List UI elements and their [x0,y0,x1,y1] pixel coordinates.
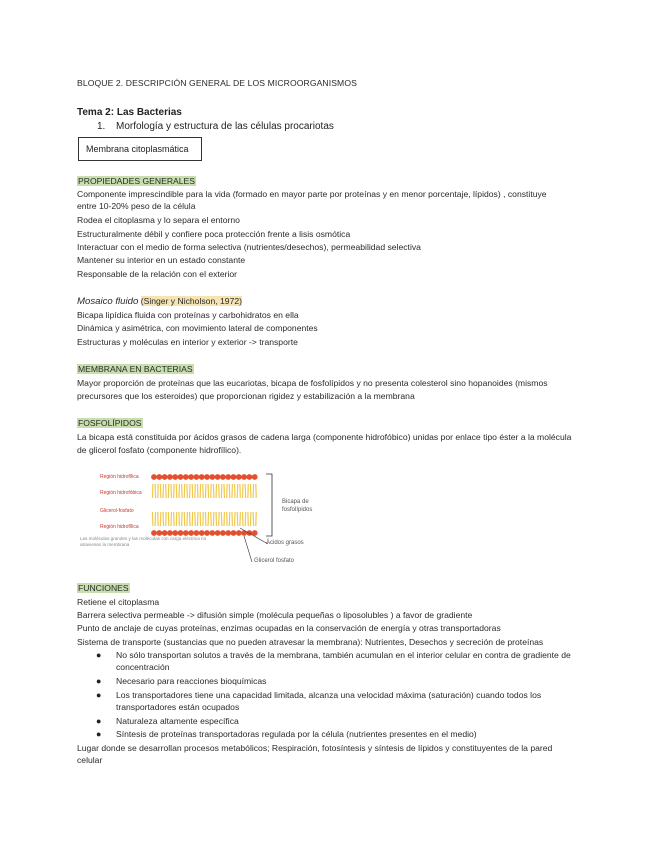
funciones-heading: FUNCIONES [78,583,129,593]
label-glycerol: Glicerol fosfato [254,558,295,564]
phospholipid-head [199,474,205,480]
mosaico-citation: (Singer y Nicholson, 1972) [140,296,242,306]
phospholipid-head [252,474,258,480]
propiedades-line: Componente imprescindible para la vida (formado en mayor parte por proteínas y en menor porcentaje, lípidos) , constituye entre 10-20% peso de la célula [77,189,547,211]
phospholipid-head [247,474,253,480]
phospholipid-head [225,474,231,480]
mosaico-title-line [77,295,242,308]
phospholipid-head [156,530,162,536]
funciones-line: Sistema de transporte (sustancias que no pueden atravesar la membrana): Nutrientes, Desechos y secreción de proteínas [77,637,544,647]
phospholipid-head [204,474,210,480]
label-hydrophilic-top: Región hidrofílica [100,474,139,480]
subsection-title: Morfología y estructura de las células procariotas [116,121,334,132]
phospholipid-head [209,530,215,536]
propiedades-line: Mantener su interior en un estado constante [77,255,246,265]
phospholipid-head [172,474,178,480]
bullet-dot: ● [96,716,102,726]
label-fatty-acids: Ácidos grasos [266,540,304,546]
phospholipid-head [231,474,237,480]
label-hydrophobic: Región hidrofóbica [100,490,142,496]
funciones-final: Lugar donde se desarrollan procesos metabólicos; Respiración, fotosíntesis y síntesis de lípidos y constituyentes de la pared celular [77,743,553,765]
propiedades-line: Responsable de la relación con el exterior [77,269,238,279]
tema-title: Tema 2: Las Bacterias [77,107,182,118]
phospholipid-head [162,474,168,480]
funciones-bullet: No sólo transportan solutos a través de la membrana, también acumulan en el interior celular en contra de gradiente de concentración [116,650,571,672]
phospholipid-head [231,530,237,536]
phospholipid-head [220,530,226,536]
bullet-dot: ● [96,650,102,660]
phospholipid-head [151,530,157,536]
propiedades-line: Rodea el citoplasma y lo separa el entorno [77,215,240,225]
mosaico-line: Dinámica y asimétrica, con movimiento lateral de componentes [77,323,318,333]
phospholipid-head [162,530,168,536]
fosfolipidos-heading: FOSFOLÍPIDOS [78,418,142,428]
label-bilayer: Bicapa de fosfolípidos [282,499,313,513]
funciones-line: Punto de anclaje de cuyas proteínas, enzimas ocupadas en la conservación de energía y otras transportadoras [77,623,501,633]
boxed-title: Membrana citoplasmática [78,137,202,161]
label-glycerol-phosphate: Glicerol-fosfato [100,508,134,514]
phospholipid-head [215,530,221,536]
phospholipid-head [151,474,157,480]
bullet-dot: ● [96,676,102,686]
membrana-text: Mayor proporción de proteínas que las eucariotas, bicapa de fosfolípidos y no presenta colesterol sino hopanoides (mismos precursores que los esteroides) que proporcionan rigidez y estabilización a la membrana [77,378,548,401]
bullet-dot: ● [96,690,102,700]
propiedades-heading: PROPIEDADES GENERALES [78,176,196,186]
bullet-dot: ● [96,729,102,739]
phospholipid-head [156,474,162,480]
phospholipid-head [236,474,242,480]
phospholipid-head [220,474,226,480]
phospholipid-head [183,474,189,480]
phospholipid-head [178,530,184,536]
funciones-bullet: Naturaleza altamente específica [116,716,239,726]
document-header: BLOQUE 2. DESCRIPCIÓN GENERAL DE LOS MICROORGANISMOS [77,78,357,88]
phospholipid-head [225,530,231,536]
mosaico-line: Bicapa lipídica fluida con proteínas y carbohidratos en ella [77,310,299,320]
phospholipid-head [199,530,205,536]
funciones-line: Retiene el citoplasma [77,597,160,607]
phospholipid-head [183,530,189,536]
phospholipid-head [167,474,173,480]
phospholipid-tails [152,484,256,526]
phospholipid-head [209,474,215,480]
phospholipid-head [178,474,184,480]
membrana-heading: MEMBRANA EN BACTERIAS [78,364,193,374]
subsection-number: 1. [97,121,106,132]
label-hydrophilic-bottom: Región hidrofílica [100,524,139,530]
phospholipid-head [188,474,194,480]
phospholipid-head [241,474,247,480]
figure-caption: Las moléculas grandes y las moléculas con carga eléctrica no atraviesan la membrana [80,536,207,547]
phospholipid-head [194,530,200,536]
propiedades-line: Estructuralmente débil y confiere poca protección frente a lisis osmótica [77,229,351,239]
phospholipid-head [204,530,210,536]
phospholipid-bilayer-figure [78,466,338,570]
funciones-line: Barrera selectiva permeable -> difusión simple (molécula pequeñas o liposolubles ) a favor de gradiente [77,610,473,620]
fosfolipidos-text: La bicapa está constituida por ácidos grasos de cadena larga (componente hidrofóbico) unidas por enlace tipo éster a la molécula de glicerol fosfato (componente hidrofílico). [77,432,572,455]
funciones-bullet: Los transportadores tiene una capacidad limitada, alcanza una velocidad máxima (saturación) cuando todos los transportadores están ocupados [116,690,542,712]
phospholipid-head [215,474,221,480]
propiedades-line: Interactuar con el medio de forma selectiva (nutrientes/desechos), permeabilidad selectiva [77,242,421,252]
phospholipid-head [167,530,173,536]
phospholipid-head [188,530,194,536]
phospholipid-head [172,530,178,536]
funciones-bullet: Necesario para reacciones bioquímicas [116,676,267,686]
mosaico-line: Estructuras y moléculas en interior y exterior -> transporte [77,337,298,347]
mosaico-title: Mosaico fluido [77,296,139,307]
funciones-bullet: Síntesis de proteínas transportadoras regulada por la célula (nutrientes presentes en el medio) [116,729,477,739]
phospholipid-head [194,474,200,480]
